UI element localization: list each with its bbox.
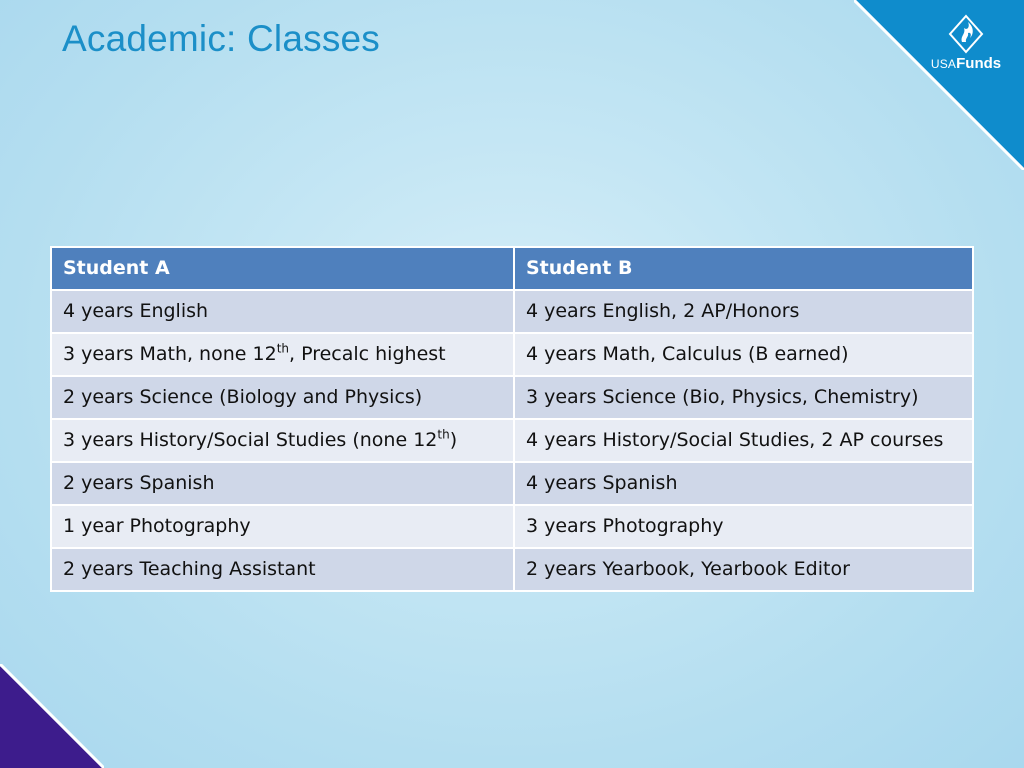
student-a-cell: 1 year Photography bbox=[51, 505, 514, 548]
classes-comparison-table bbox=[50, 246, 974, 592]
column-header-student-a: Student A bbox=[51, 247, 514, 290]
student-a-cell: 2 years Spanish bbox=[51, 462, 514, 505]
table-row bbox=[51, 290, 973, 333]
student-b-cell: 4 years History/Social Studies, 2 AP courses bbox=[514, 419, 973, 462]
student-a-cell: 4 years English bbox=[51, 290, 514, 333]
table-header-row bbox=[51, 247, 973, 290]
table-row bbox=[51, 419, 973, 462]
student-b-cell: 4 years Spanish bbox=[514, 462, 973, 505]
student-b-cell: 2 years Yearbook, Yearbook Editor bbox=[514, 548, 973, 591]
student-b-cell: 3 years Photography bbox=[514, 505, 973, 548]
table-row bbox=[51, 376, 973, 419]
diamond-flame-icon bbox=[948, 14, 984, 54]
page-title: Academic: Classes bbox=[62, 18, 381, 59]
student-a-cell: 2 years Science (Biology and Physics) bbox=[51, 376, 514, 419]
student-b-cell: 4 years Math, Calculus (B earned) bbox=[514, 333, 973, 376]
corner-decoration-bottom bbox=[0, 664, 104, 768]
table-row bbox=[51, 505, 973, 548]
column-header-student-b: Student B bbox=[514, 247, 973, 290]
table-row bbox=[51, 462, 973, 505]
student-a-cell: 3 years History/Social Studies (none 12th) bbox=[51, 419, 514, 462]
logo-wordmark: USAFunds bbox=[930, 55, 1002, 72]
usafunds-logo bbox=[926, 14, 1006, 76]
student-b-cell: 4 years English, 2 AP/Honors bbox=[514, 290, 973, 333]
table-row bbox=[51, 333, 973, 376]
student-a-cell: 3 years Math, none 12th, Precalc highest bbox=[51, 333, 514, 376]
table-row bbox=[51, 548, 973, 591]
student-b-cell: 3 years Science (Bio, Physics, Chemistry) bbox=[514, 376, 973, 419]
student-a-cell: 2 years Teaching Assistant bbox=[51, 548, 514, 591]
